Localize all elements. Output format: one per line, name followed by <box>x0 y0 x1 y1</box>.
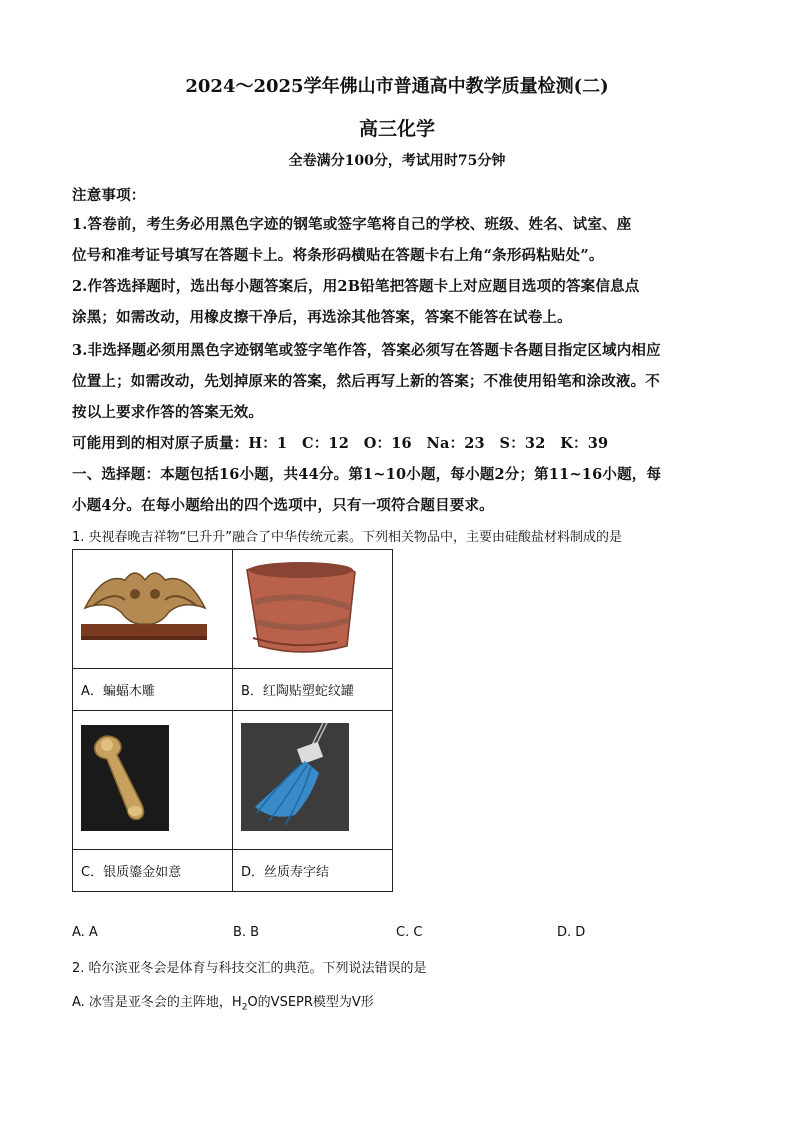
q2-option-a-pre: A. 冰雪是亚冬会的主阵地，H <box>72 995 242 1010</box>
option-a-image-cell <box>73 550 233 669</box>
notice-line: 位置上；如需改动，先划掉原来的答案，然后再写上新的答案；不准使用铅笔和涂改液。不 <box>72 373 660 390</box>
exam-title: 2024～2025学年佛山市普通高中教学质量检测(二) <box>185 76 609 97</box>
question-2-stem: 2. 哈尔滨亚冬会是体育与科技交汇的典范。下列说法错误的是 <box>72 961 427 976</box>
option-b-image-cell <box>233 550 393 669</box>
q2-option-a-post: O的VSEPR模型为V形 <box>247 995 374 1010</box>
bat-wood-carving-image <box>73 550 224 664</box>
exam-info: 全卷满分100分，考试用时75分钟 <box>288 153 506 169</box>
option-c-image-cell <box>73 711 233 850</box>
notice-line: 按以上要求作答的答案无效。 <box>72 404 264 421</box>
gilt-silver-ruyi-image <box>73 711 224 845</box>
question-1-options-table <box>72 549 393 892</box>
option-d-label: D．丝质寿字结 <box>233 850 393 892</box>
notice-line: 位号和准考证号填写在答题卡上。将条形码横贴在答题卡右上角“条形码粘贴处”。 <box>72 247 604 264</box>
notice-line: 1.答卷前，考生务必用黑色字迹的钢笔或签字笔将自己的学校、班级、姓名、试室、座 <box>72 216 632 233</box>
section-heading-cont: 小题4分。在每小题给出的四个选项中，只有一项符合题目要求。 <box>72 497 494 514</box>
notice-heading: 注意事项： <box>72 187 146 204</box>
option-c-label: C．银质鎏金如意 <box>73 850 233 892</box>
atomic-masses: 可能用到的相对原子质量：H：1 C：12 O：16 Na：23 S：32 K：39 <box>72 435 609 452</box>
silk-longevity-knot-image <box>233 711 384 845</box>
notice-line: 涂黑；如需改动，用橡皮擦干净后，再选涂其他答案，答案不能答在试卷上。 <box>72 309 572 326</box>
notice-line: 3.非选择题必须用黑色字迹钢笔或签字笔作答，答案必须写在答题卡各题目指定区域内相应 <box>72 342 661 359</box>
answer-choice-c: C. C <box>396 925 423 940</box>
q2-option-a-sub: 2 <box>241 1002 248 1013</box>
answer-choice-b: B. B <box>233 925 260 940</box>
answer-choice-d: D. D <box>557 925 586 940</box>
option-d-image-cell <box>233 711 393 850</box>
option-a-label: A．蝙蝠木雕 <box>73 669 233 711</box>
section-heading: 一、选择题：本题包括16小题，共44分。第1~10小题，每小题2分；第11~16小题，每 <box>72 466 662 483</box>
option-b-label: B．红陶贴塑蛇纹罐 <box>233 669 393 711</box>
subject-title: 高三化学 <box>358 118 435 140</box>
red-pottery-snake-jar-image <box>233 550 384 664</box>
question-2-option-a <box>72 991 374 1013</box>
question-1-stem: 1. 央视春晚吉祥物“巳升升”融合了中华传统元素。下列相关物品中，主要由硅酸盐材料制成的是 <box>72 530 623 545</box>
notice-line: 2.作答选择题时，选出每小题答案后，用2B铅笔把答题卡上对应题目选项的答案信息点 <box>72 278 640 295</box>
answer-choice-a: A. A <box>72 925 98 940</box>
